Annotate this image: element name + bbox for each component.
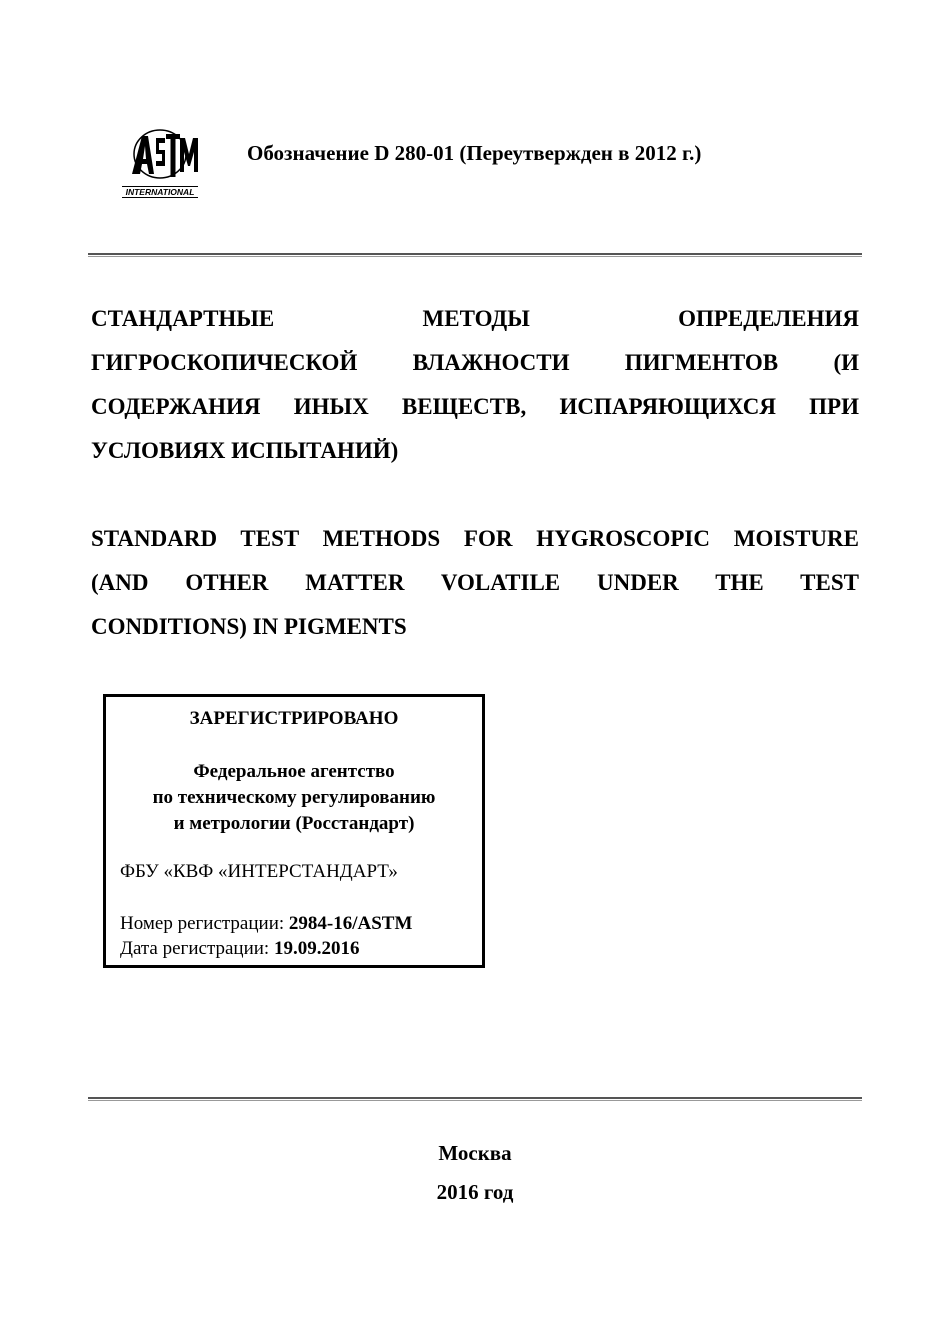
publication-year: 2016 год [436,1180,514,1204]
title-russian [91,297,859,473]
registration-stamp [103,694,485,968]
registration-date-label: Дата регистрации: [120,938,270,959]
title-ru-line: СТАНДАРТНЫЕ МЕТОДЫ ОПРЕДЕЛЕНИЯ [91,306,859,331]
title-ru-line: ГИГРОСКОПИЧЕСКОЙ ВЛАЖНОСТИ ПИГМЕНТОВ (И [91,350,859,375]
title-en-line: (AND OTHER MATTER VOLATILE UNDER THE TEST [91,570,859,595]
registration-agency [106,759,482,837]
title-english [91,517,859,649]
publication-city: Москва [438,1141,512,1165]
top-divider [88,253,862,257]
registration-date-row [120,936,412,961]
registration-number-value: 2984-16/ASTM [288,913,413,934]
title-en-line: CONDITIONS) IN PIGMENTS [91,614,407,639]
logo-subtext: INTERNATIONAL [125,187,195,197]
title-en-line: STANDARD TEST METHODS FOR HYGROSCOPIC MOISTURE [91,526,859,551]
astm-logo [118,126,202,200]
astm-logo-icon [118,126,202,200]
title-ru-line: СОДЕРЖАНИЯ ИНЫХ ВЕЩЕСТВ, ИСПАРЯЮЩИХСЯ ПРИ [91,394,859,419]
title-ru-line: УСЛОВИЯХ ИСПЫТАНИЙ) [91,438,399,463]
bottom-divider [88,1097,862,1101]
agency-line: по техническому регулированию [152,787,436,808]
registration-number-row [120,911,412,936]
registration-number-label: Номер регистрации: [120,913,285,934]
registration-heading: ЗАРЕГИСТРИРОВАНО [189,708,399,729]
agency-line: и метрологии (Росстандарт) [173,813,415,834]
registration-organization: ФБУ «КВФ «ИНТЕРСТАНДАРТ» [120,861,398,882]
agency-line: Федеральное агентство [193,761,395,782]
registration-details [120,911,412,961]
registration-date-value: 19.09.2016 [273,938,360,959]
document-designation: Обозначение D 280-01 (Переутвержден в 2012 г.) [247,141,702,165]
